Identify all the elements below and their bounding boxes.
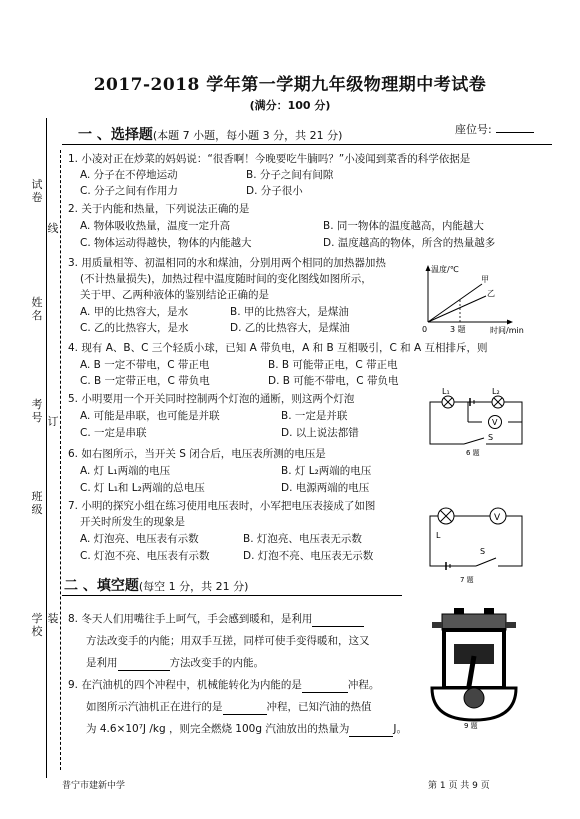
q4-option-d[interactable]: D. B 可能不带电，C 带负电	[268, 375, 399, 387]
q5-option-a[interactable]: A. 可能是串联，也可能是并联	[80, 410, 220, 422]
q3-stem-1: 3. 用质量相等、初温相同的水和煤油，分别用两个相同的加热器加热	[68, 257, 386, 269]
q9-text-1a: 9. 在汽油机的四个冲程中，机械能转化为内能的是	[68, 679, 302, 691]
seat-label: 座位号:	[455, 123, 492, 136]
footer-page-number: 第 1 页 共 9 页	[428, 781, 490, 791]
q8-blank-2[interactable]	[118, 659, 170, 671]
q4-stem: 4. 现有 A、B、C 三个轻质小球，已知 A 带负电，A 和 B 互相吸引，C 和 A 互相排斥，则	[68, 342, 488, 354]
q9-text-1b: 冲程。	[347, 679, 380, 691]
q7-option-c[interactable]: C. 灯泡不亮、电压表有示数	[80, 550, 210, 562]
q2-option-a[interactable]: A. 物体吸收热量，温度一定升高	[80, 220, 231, 232]
section1-rule	[62, 144, 552, 145]
q9-line-3	[86, 722, 407, 737]
q9-line-2	[86, 700, 372, 715]
graph-label-yi: 乙	[487, 289, 495, 298]
section2-title: 填空题	[96, 578, 139, 594]
q2-option-c[interactable]: C. 物体运动得越快，物体的内能越大	[80, 237, 252, 249]
q3-temperature-graph	[418, 262, 534, 338]
fig7-voltmeter-label: V	[494, 513, 501, 523]
section1-title: 选择题	[110, 127, 153, 143]
section2-note: (每空 1 分，共 21 分)	[138, 580, 249, 593]
q9-text-3b: J。	[393, 723, 407, 735]
q6-stem: 6. 如右图所示，当开关 S 闭合后，电压表所测的电压是	[68, 448, 326, 460]
graph-line-yi	[428, 296, 486, 322]
q9-text-2b: 冲程，已知汽油的热值	[266, 701, 372, 713]
q2-option-b[interactable]: B. 同一物体的温度越高，内能越大	[323, 220, 484, 232]
q6-circuit-diagram	[420, 388, 530, 456]
q5-option-d[interactable]: D. 以上说法都错	[281, 427, 359, 439]
graph-line-jia	[428, 284, 482, 322]
q9-blank-2[interactable]	[223, 703, 267, 715]
section2-rule	[62, 595, 402, 596]
q9-engine-diagram	[424, 602, 524, 730]
q9-blank-3[interactable]	[349, 725, 393, 737]
q8-text-3a: 是利用	[86, 657, 118, 669]
q1-stem: 1. 小凌对正在炒菜的妈妈说：“很香啊！今晚要吃牛腩吗？”小凌闻到菜香的科学依据是	[68, 153, 471, 165]
q2-stem: 2. 关于内能和热量，下列说法正确的是	[68, 203, 250, 215]
margin-top-label: 试卷	[31, 178, 43, 204]
seal-char-zhuang: 装	[47, 612, 59, 625]
section2-heading	[64, 575, 248, 595]
q7-option-d[interactable]: D. 灯泡不亮、电压表无示数	[243, 550, 374, 562]
margin-exam-no-label: 考号	[31, 398, 43, 424]
exam-subtitle: (满分：100 分)	[249, 99, 331, 112]
seal-char-ding: 订	[47, 415, 59, 428]
graph-caption: 3 题	[450, 325, 466, 334]
fig6-voltmeter-label: V	[492, 418, 498, 427]
footer-school: 普宁市建新中学	[62, 781, 126, 791]
q5-option-c[interactable]: C. 一定是串联	[80, 427, 147, 439]
fig9-caption: 9 题	[464, 722, 478, 730]
q8-text-3b: 方法改变手的内能。	[169, 657, 264, 669]
fig7-switch-label: S	[480, 547, 486, 556]
q4-option-b[interactable]: B. B 可能带正电，C 带正电	[268, 359, 398, 371]
q9-line-1	[68, 678, 379, 693]
q1-option-b[interactable]: B. 分子之间有间隙	[246, 169, 334, 181]
q3-option-b[interactable]: B. 甲的比热容大，是煤油	[230, 306, 349, 318]
section1-heading	[78, 124, 342, 144]
q6-option-d[interactable]: D. 电源两端的电压	[281, 482, 370, 494]
q7-option-b[interactable]: B. 灯泡亮、电压表无示数	[243, 533, 362, 545]
q8-blank-1[interactable]	[312, 615, 364, 627]
q3-stem-2: (不计热量损失)，加热过程中温度随时间的变化图线如图所示，	[80, 273, 372, 285]
fig6-l2-label: L₂	[492, 388, 500, 396]
q8-line-2: 方法改变手的内能；用双手互搓，同样可使手变得暖和，这又	[86, 635, 370, 647]
q3-option-d[interactable]: D. 乙的比热容大，是煤油	[230, 322, 350, 334]
graph-xlabel: 时间/min	[490, 326, 524, 335]
section1-note: (本题 7 小题，每小题 3 分，共 21 分)	[152, 129, 343, 142]
q6-option-c[interactable]: C. 灯 L₁和 L₂两端的总电压	[80, 482, 205, 494]
q6-option-b[interactable]: B. 灯 L₂两端的电压	[281, 465, 372, 477]
q3-option-c[interactable]: C. 乙的比热容大，是水	[80, 322, 189, 334]
q2-option-d[interactable]: D. 温度越高的物体，所含的热量越多	[323, 237, 496, 249]
q7-stem-2: 开关时所发生的现象是	[80, 516, 185, 528]
seat-blank[interactable]	[496, 122, 534, 133]
graph-origin: 0	[422, 325, 428, 334]
graph-label-jia: 甲	[481, 275, 489, 284]
q6-option-a[interactable]: A. 灯 L₁两端的电压	[80, 465, 171, 477]
margin-name-label: 姓名	[31, 296, 43, 322]
q7-option-a[interactable]: A. 灯泡亮、电压表有示数	[80, 533, 199, 545]
q1-option-c[interactable]: C. 分子之间有作用力	[80, 185, 179, 197]
q3-option-a[interactable]: A. 甲的比热容大，是水	[80, 306, 189, 318]
q9-blank-1[interactable]	[302, 681, 348, 693]
fig7-caption: 7 题	[460, 576, 474, 584]
q9-text-3a: 为 4.6×10⁷J /kg ，则完全燃烧 100g 汽油放出的热量为	[86, 723, 350, 735]
margin-line-outer	[46, 118, 47, 778]
seal-char-xian: 线	[47, 222, 59, 235]
q4-option-a[interactable]: A. B 一定不带电，C 带正电	[80, 359, 210, 371]
q3-stem-3: 关于甲、乙两种液体的鉴别结论正确的是	[80, 289, 269, 301]
fig6-caption: 6 题	[466, 449, 480, 456]
q7-circuit-diagram	[420, 498, 530, 584]
fig7-lamp-label: L	[436, 531, 441, 540]
q4-option-c[interactable]: C. B 一定带正电，C 带负电	[80, 375, 210, 387]
q5-option-b[interactable]: B. 一定是并联	[281, 410, 348, 422]
margin-line-inner	[60, 150, 61, 770]
q7-stem-1: 7. 小明的探究小组在练习使用电压表时，小军把电压表接成了如图	[68, 500, 376, 512]
fig6-switch-label: S	[488, 433, 494, 442]
q8-line-3	[86, 656, 264, 671]
margin-school-label: 学校	[31, 612, 43, 638]
q5-stem: 5. 小明要用一个开关同时控制两个灯泡的通断，则这两个灯泡	[68, 393, 355, 405]
q8-line-1	[68, 612, 364, 627]
section1-num: 一 、	[78, 127, 111, 143]
margin-class-label: 班级	[31, 490, 43, 516]
q1-option-a[interactable]: A. 分子在不停地运动	[80, 169, 178, 181]
q9-text-2a: 如图所示汽油机正在进行的是	[86, 701, 223, 713]
q8-text-1: 8. 冬天人们用嘴往手上呵气，手会感到暖和，是利用	[68, 613, 313, 625]
q1-option-d[interactable]: D. 分子很小	[246, 185, 303, 197]
fig6-l1-label: L₁	[442, 388, 450, 396]
seat-number	[455, 121, 534, 137]
graph-ylabel: 温度/℃	[431, 265, 459, 274]
exam-title: 2017-2018 学年第一学期九年级物理期中考试卷	[93, 75, 487, 95]
section2-num: 二 、	[64, 578, 97, 594]
